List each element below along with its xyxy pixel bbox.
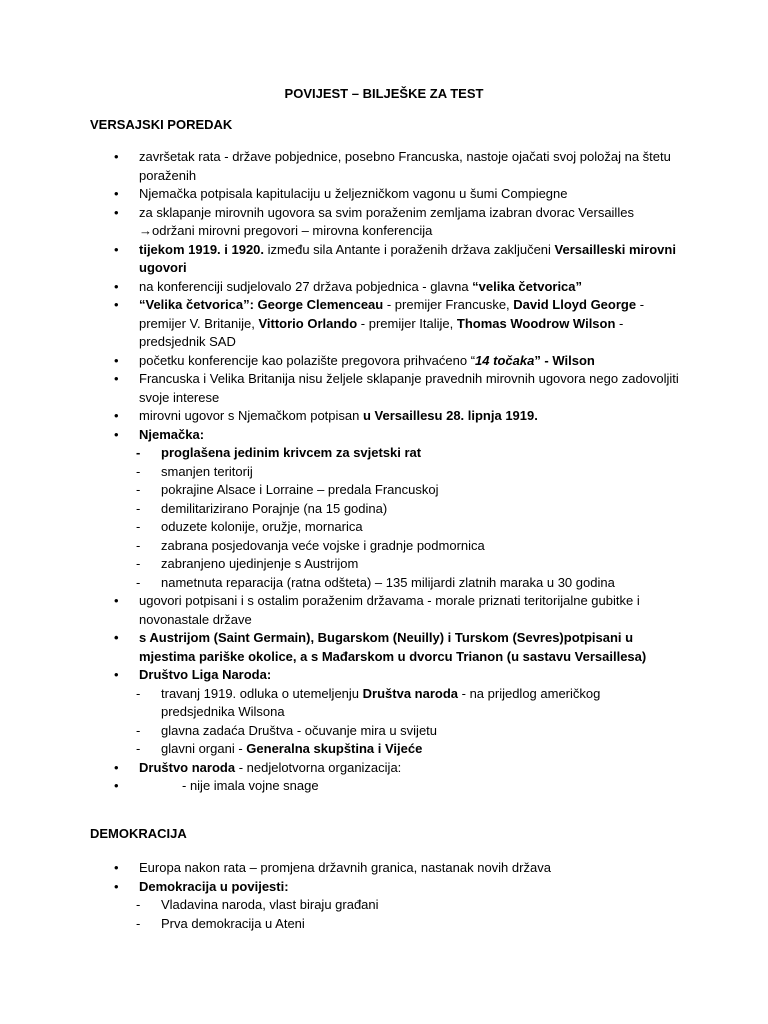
versailles-list [0,148,768,796]
list-item: • s Austrijom (Saint Germain), Bugarskom (Neuilly) i Turskom (Sevres)potpisani u mjestima pariške okolice, a s Mađarskom u dvorcu Trianon (u sastavu Versaillesa) [0,629,768,666]
list-item: • mirovni ugovor s Njemačkom potpisan u Versaillesu 28. lipnja 1919. [0,407,768,426]
sub-list [139,444,688,592]
sub-item: - glavna zadaća Društva - očuvanje mira u svijetu [139,722,688,741]
document-title: POVIJEST – BILJEŠKE ZA TEST [284,86,484,101]
list-item: • “Velika četvorica”: George Clemenceau - premijer Francuske, David Lloyd George - premijer V. Britanije, Vittorio Orlando - premijer Italije, Thomas Woodrow Wilson - predsjednik SAD [0,296,768,352]
list-item: • ugovori potpisani i s ostalim poraženim državama - morale priznati teritorijalne gubitke i novonastale države [0,592,768,629]
sub-item: - pokrajine Alsace i Lorraine – predala Francuskoj [139,481,688,500]
sub-item: - oduzete kolonije, oružje, mornarica [139,518,688,537]
list-item: • Njemačka: - proglašena jedinim krivcem za svjetski rat - smanjen teritorij - pokrajine Alsace i Lorraine – predala Francuskoj - demilitarizirano Porajnje (na 15 godina) - oduzete kolonije, oružje, mornarica - zabrana posjedovanja veće vojske i gradnje podmornica - zabranjeno ujedinjenje s Austrijom - nametnuta reparacija (ratna odšteta) – 135 milijardi zlatnih maraka u 30 godina [0,426,768,593]
sub-item: - Vladavina naroda, vlast biraju građani [139,896,688,915]
list-item: • Demokracija u povijesti: - Vladavina naroda, vlast biraju građani - Prva demokracija u Ateni [0,878,768,934]
list-item: • - nije imala vojne snage [0,777,768,796]
sub-list [139,685,688,759]
section-heading-versailles: VERSAJSKI POREDAK [90,117,233,132]
sub-item: - zabranjeno ujedinjenje s Austrijom [139,555,688,574]
sub-item: - smanjen teritorij [139,463,688,482]
sub-item: - nametnuta reparacija (ratna odšteta) – 135 milijardi zlatnih maraka u 30 godina [139,574,688,593]
list-item: • Društvo Liga Naroda: - travanj 1919. odluka o utemeljenju Društva naroda - na prijedlog američkog predsjednika Wilsona - glavna zadaća Društva - očuvanje mira u svijetu - glavni organi - Generalna skupština i Vijeće [0,666,768,759]
sub-item: - Prva demokracija u Ateni [139,915,688,934]
list-item: • za sklapanje mirovnih ugovora sa svim poraženim zemljama izabran dvorac Versailles →održani mirovni pregovori – mirovna konferencija [0,204,768,241]
democracy-list [0,859,768,933]
list-item: • početku konferencije kao polazište pregovora prihvaćeno “14 točaka” - Wilson [0,352,768,371]
list-item: • Francuska i Velika Britanija nisu željele sklapanje pravednih mirovnih ugovora nego zadovoljiti svoje interese [0,370,768,407]
sub-item: - zabrana posjedovanja veće vojske i gradnje podmornica [139,537,688,556]
sub-list [139,896,688,933]
list-item: • Europa nakon rata – promjena državnih granica, nastanak novih država [0,859,768,878]
sub-item: - demilitarizirano Porajnje (na 15 godina) [139,500,688,519]
list-item: • tijekom 1919. i 1920. između sila Antante i poraženih država zaključeni Versailleski mirovni ugovori [0,241,768,278]
list-item: • Društvo naroda - nedjelotvorna organizacija: [0,759,768,778]
sub-item: - travanj 1919. odluka o utemeljenju Društva naroda - na prijedlog američkog predsjednika Wilsona [139,685,688,722]
list-item: • završetak rata - države pobjednice, posebno Francuska, nastoje ojačati svoj položaj na štetu poraženih [0,148,768,185]
sub-item: - glavni organi - Generalna skupština i Vijeće [139,740,688,759]
list-item: • na konferenciji sudjelovalo 27 država pobjednica - glavna “velika četvorica” [0,278,768,297]
list-item: • Njemačka potpisala kapitulaciju u željezničkom vagonu u šumi Compiegne [0,185,768,204]
sub-item: - proglašena jedinim krivcem za svjetski rat [139,444,688,463]
section-heading-democracy: DEMOKRACIJA [90,826,187,841]
